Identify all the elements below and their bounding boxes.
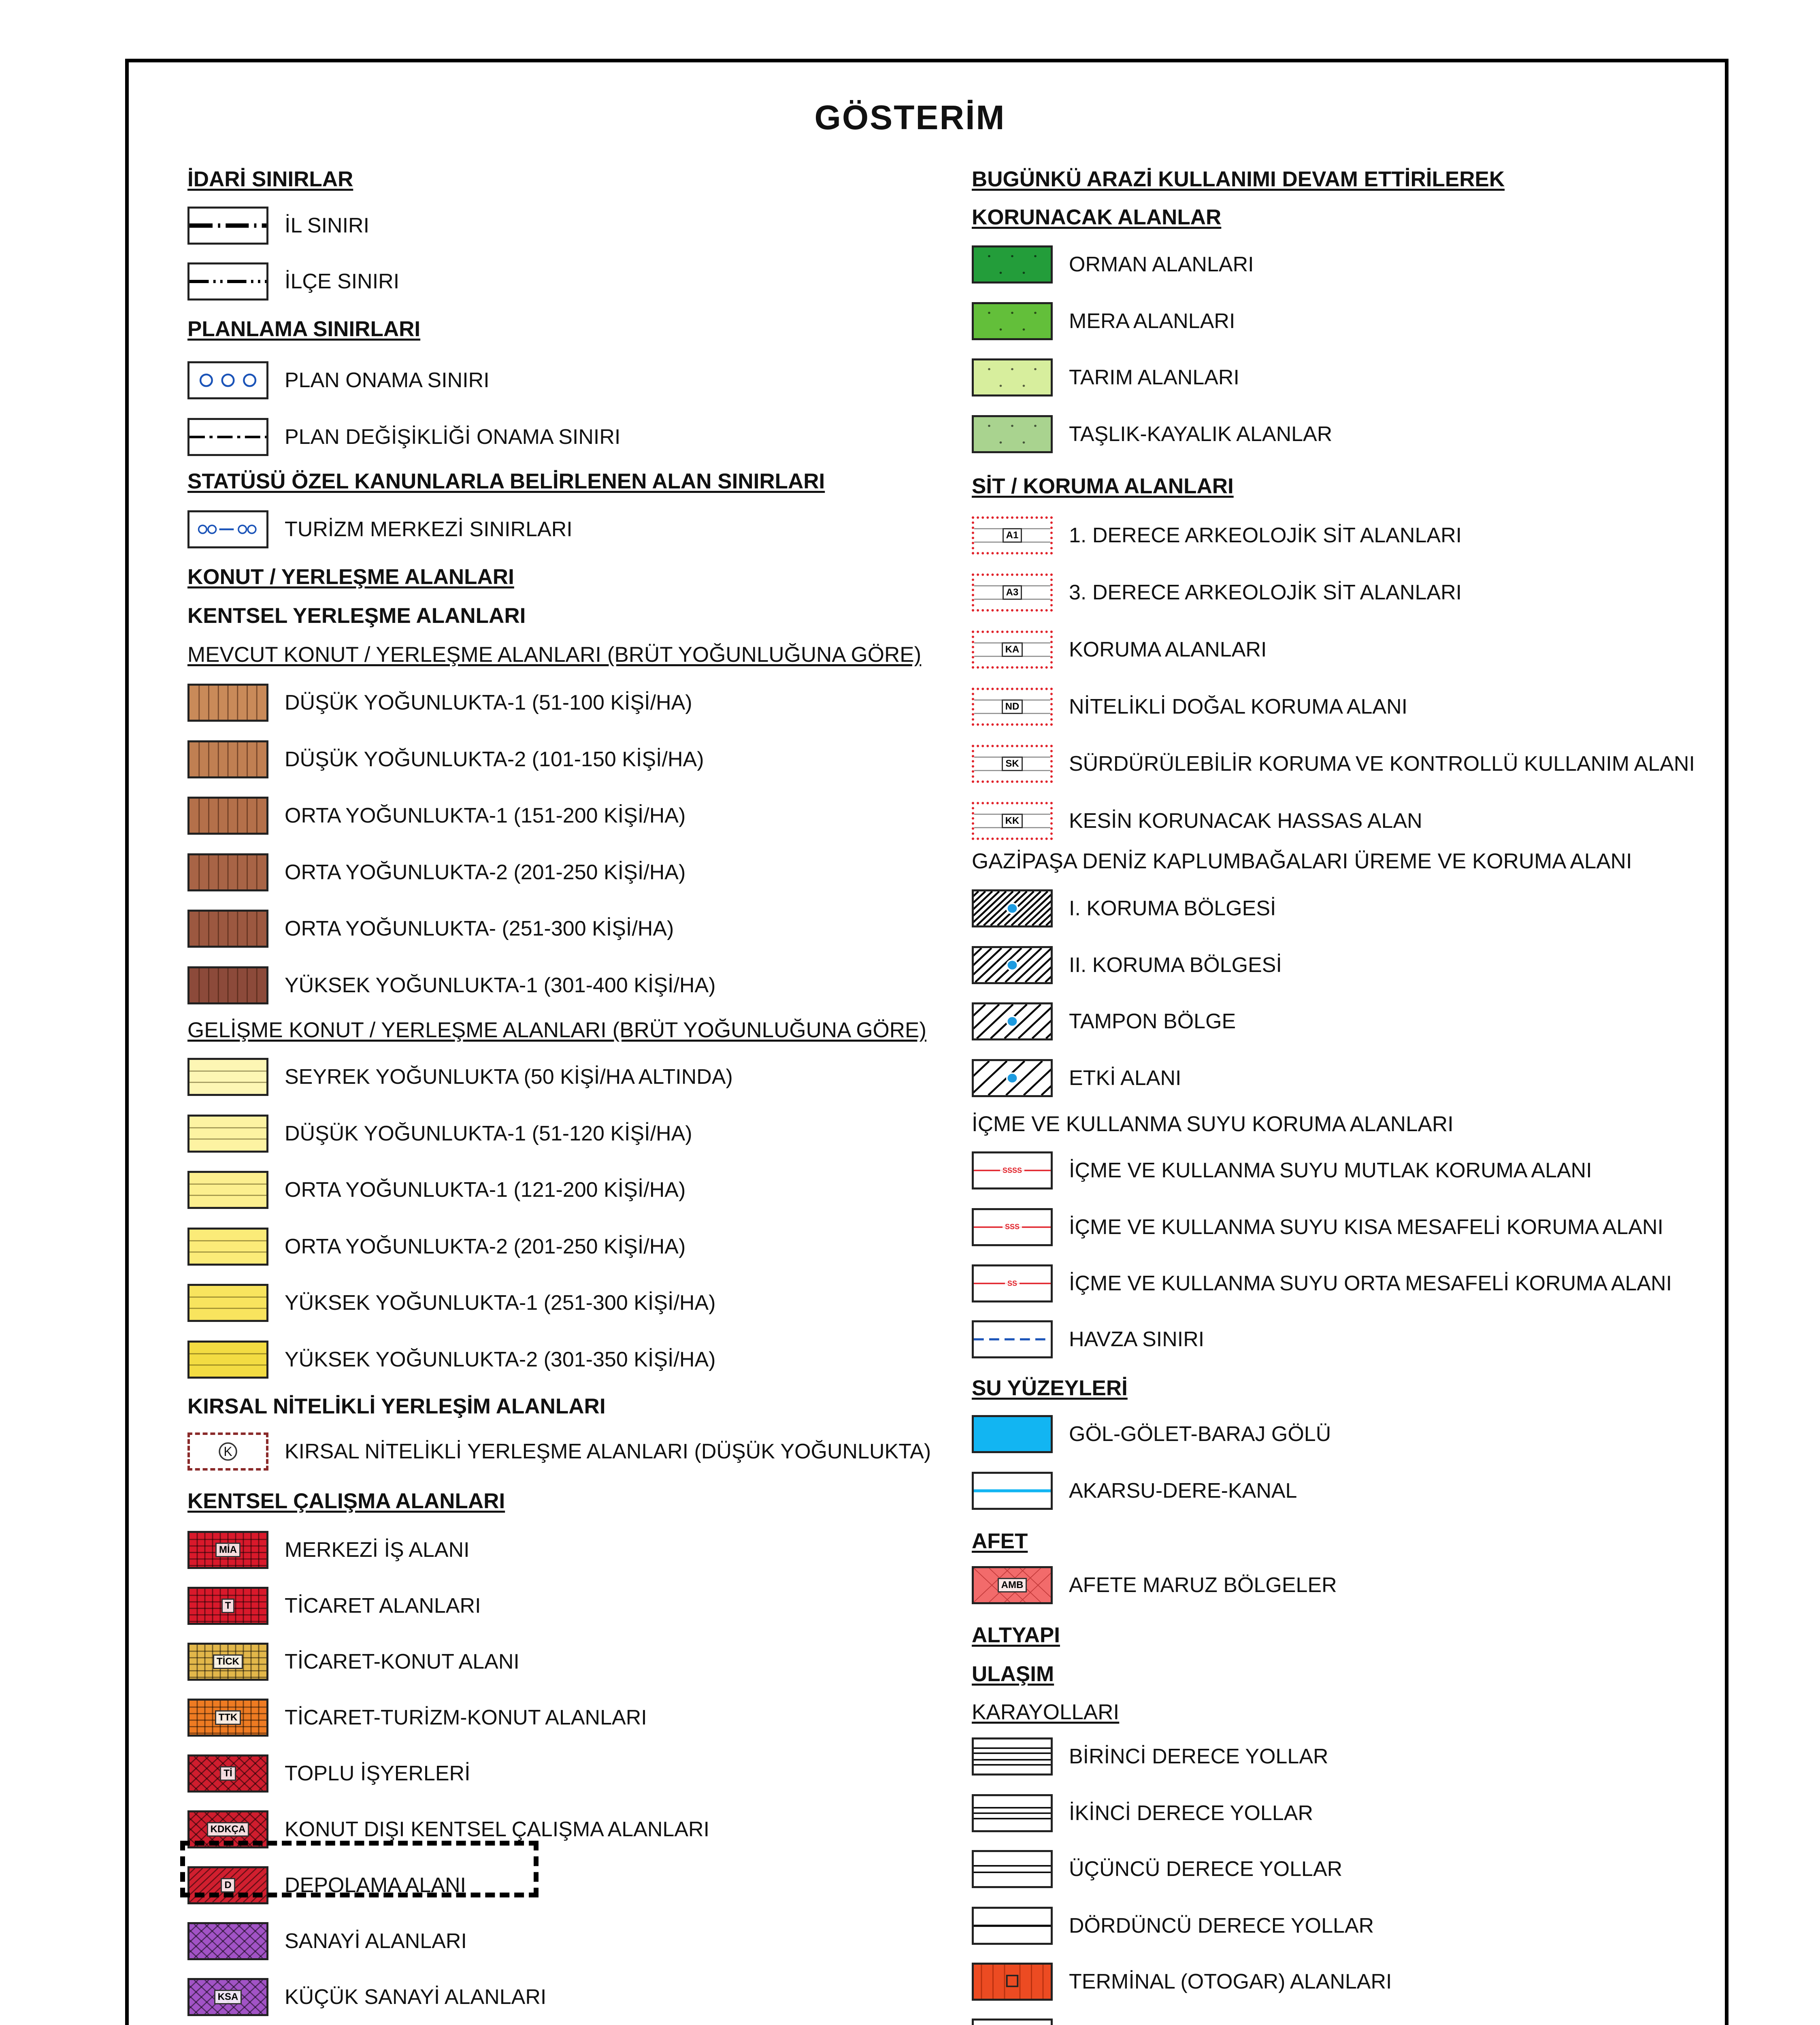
sit-alani-row [972, 631, 1267, 669]
calisma-alani-code: TİCK [213, 1654, 243, 1669]
sit-alani-code: KK [1002, 814, 1023, 828]
sit-alani-row [972, 688, 1407, 726]
gelisme-konut-label: ORTA YOĞUNLUKTA-2 (201-250 KİŞİ/HA) [285, 1234, 686, 1258]
calisma-alani-code: Tİ [220, 1766, 236, 1781]
heading-planlama: PLANLAMA SINIRLARI [187, 317, 421, 341]
sit-alani-label: NİTELİKLİ DOĞAL KORUMA ALANI [1069, 695, 1408, 718]
kirsal-swatch [187, 1432, 268, 1471]
icme-suyu-koruma-code: SSS [1003, 1222, 1022, 1232]
mevcut-konut-swatch [187, 797, 268, 835]
calisma-alani-row [187, 1699, 647, 1737]
afet-code: AMB [998, 1578, 1027, 1592]
legend-row-birinci [972, 1737, 1328, 1776]
sit-alani-label: 3. DERECE ARKEOLOJİK SİT ALANLARI [1069, 581, 1462, 604]
mevcut-konut-label: ORTA YOĞUNLUKTA-1 (151-200 KİŞİ/HA) [285, 804, 686, 827]
heading-kentsel: KENTSEL YERLEŞME ALANLARI [187, 604, 526, 628]
plan-onama-swatch [187, 361, 268, 399]
calisma-alani-row [187, 1754, 470, 1793]
legend-row-afet [972, 1566, 1337, 1604]
calisma-alani-label: SANAYİ ALANLARI [285, 1929, 467, 1953]
gelisme-konut-row [187, 1171, 685, 1209]
sit-alani-swatch [972, 745, 1053, 783]
icme-suyu-koruma-row [972, 1151, 1592, 1189]
calisma-alani-label: TİCARET ALANLARI [285, 1594, 481, 1618]
sit-alani-swatch [972, 688, 1053, 726]
sit-alani-code: A1 [1003, 528, 1022, 543]
calisma-alani-code: TTK [215, 1710, 241, 1725]
mevcut-konut-label: ORTA YOĞUNLUKTA- (251-300 KİŞİ/HA) [285, 917, 674, 940]
gelisme-konut-swatch [187, 1058, 268, 1096]
gelisme-konut-row [187, 1341, 715, 1379]
heading-altyapi: ALTYAPI [972, 1623, 1060, 1647]
legend-row-ikinci [972, 1794, 1313, 1832]
legend-label-terminal: TERMİNAL (OTOGAR) ALANLARI [1069, 1970, 1392, 1993]
mevcut-konut-swatch [187, 853, 268, 891]
calisma-alani-code: T [221, 1599, 235, 1613]
ikinci-road-swatch [972, 1794, 1053, 1832]
icme-suyu-koruma-label: İÇME VE KULLANMA SUYU KISA MESAFELİ KORUMA ALANI [1069, 1215, 1664, 1239]
mevcut-konut-row [187, 684, 692, 722]
kirsal-code: K [224, 1444, 232, 1459]
legend-label-turizm-merkezi: TURİZM MERKEZİ SINIRLARI [285, 518, 573, 541]
heading-gelisme: GELİŞME KONUT / YERLEŞME ALANLARI (BRÜT YOĞUNLUĞUNA GÖRE) [187, 1018, 927, 1042]
legend-label-gol: GÖL-GÖLET-BARAJ GÖLÜ [1069, 1422, 1331, 1446]
kavsak-swatch [972, 2019, 1053, 2025]
legend-label-il: İL SINIRI [285, 214, 370, 237]
legend-row-plan-degisikligi [187, 418, 620, 456]
korunacak-alan-label: TARIM ALANLARI [1069, 366, 1239, 389]
afet-swatch [972, 1566, 1053, 1604]
calisma-alani-code: KSA [214, 1990, 242, 2004]
kaplumbaga-bolgesi-row [972, 1002, 1236, 1040]
legend-row-terminal [972, 1963, 1392, 2001]
legend-label-kirsal: KIRSAL NİTELİKLİ YERLEŞME ALANLARI (DÜŞÜK YOĞUNLUKTA) [285, 1440, 931, 1463]
calisma-alani-code: D [221, 1878, 235, 1893]
mevcut-konut-swatch [187, 966, 268, 1004]
mevcut-konut-row [187, 797, 685, 835]
korunacak-alan-row [972, 245, 1254, 284]
heading-sit: SİT / KORUMA ALANLARI [972, 474, 1234, 498]
gelisme-konut-label: DÜŞÜK YOĞUNLUKTA-1 (51-120 KİŞİ/HA) [285, 1121, 692, 1145]
icme-suyu-koruma-row [972, 1264, 1672, 1302]
sit-alani-label: SÜRDÜRÜLEBİLİR KORUMA VE KONTROLLÜ KULLANIM ALANI [1069, 752, 1695, 776]
calisma-alani-label: KÜÇÜK SANAYİ ALANLARI [285, 1985, 547, 2009]
calisma-alani-swatch [187, 1531, 268, 1569]
calisma-alani-row [187, 1643, 519, 1681]
legend-label-dorduncu: DÖRDÜNCÜ DERECE YOLLAR [1069, 1914, 1374, 1938]
korunacak-alan-label: TAŞLIK-KAYALIK ALANLAR [1069, 422, 1333, 446]
kaplumbaga-bolgesi-row [972, 1059, 1181, 1097]
gelisme-konut-label: ORTA YOĞUNLUKTA-1 (121-200 KİŞİ/HA) [285, 1178, 686, 1202]
kaplumbaga-bolgesi-swatch [972, 946, 1053, 984]
icme-suyu-koruma-code: SSSS [1000, 1166, 1024, 1175]
kaplumbaga-bolgesi-swatch [972, 1059, 1053, 1097]
korunacak-alan-row [972, 302, 1235, 340]
calisma-alani-swatch [187, 1922, 268, 1960]
legend-row-il [187, 207, 369, 245]
legend-row-gol [972, 1415, 1331, 1453]
calisma-alani-label: TOPLU İŞYERLERİ [285, 1762, 470, 1785]
legend-row-turizm-merkezi [187, 510, 573, 548]
gelisme-konut-label: YÜKSEK YOĞUNLUKTA-2 (301-350 KİŞİ/HA) [285, 1347, 716, 1371]
heading-idari: İDARİ SINIRLAR [187, 167, 353, 191]
sit-alani-swatch [972, 631, 1053, 669]
korunacak-alan-label: MERA ALANLARI [1069, 309, 1235, 333]
turizm-merkezi-swatch [187, 510, 268, 548]
calisma-alani-swatch [187, 1699, 268, 1737]
icme-suyu-koruma-code: SS [1005, 1279, 1020, 1288]
calisma-alani-swatch [187, 1587, 268, 1625]
ilce-boundary-swatch [187, 262, 268, 301]
icme-suyu-koruma-swatch [972, 1151, 1053, 1189]
heading-icme: İÇME VE KULLANMA SUYU KORUMA ALANLARI [972, 1112, 1454, 1136]
gelisme-konut-row [187, 1115, 692, 1153]
gelisme-konut-swatch [187, 1341, 268, 1379]
mevcut-konut-label: DÜŞÜK YOĞUNLUKTA-2 (101-150 KİŞİ/HA) [285, 747, 704, 771]
mevcut-konut-swatch [187, 740, 268, 778]
legend-row-ucuncu [972, 1850, 1342, 1888]
kaplumbaga-bolgesi-row [972, 889, 1276, 927]
mevcut-konut-label: ORTA YOĞUNLUKTA-2 (201-250 KİŞİ/HA) [285, 860, 686, 884]
calisma-alani-label: TİCARET-KONUT ALANI [285, 1650, 519, 1673]
plan-degisikligi-swatch [187, 418, 268, 456]
kaplumbaga-bolgesi-swatch [972, 1002, 1053, 1040]
korunacak-alan-swatch [972, 358, 1053, 396]
il-boundary-swatch [187, 207, 268, 245]
akarsu-swatch [972, 1472, 1053, 1510]
sit-alani-row [972, 745, 1695, 783]
legend-row-havza [972, 1320, 1204, 1358]
heading-karayollari: KARAYOLLARI [972, 1700, 1120, 1724]
calisma-alani-row [187, 1531, 470, 1569]
sit-alani-swatch [972, 802, 1053, 840]
gol-swatch [972, 1415, 1053, 1453]
sit-alani-label: KESİN KORUNACAK HASSAS ALAN [1069, 809, 1422, 833]
legend-row-kirsal [187, 1432, 931, 1471]
sit-alani-row [972, 516, 1462, 554]
korunacak-alan-row [972, 415, 1332, 453]
mevcut-konut-row [187, 853, 685, 891]
legend-row-dorduncu [972, 1907, 1374, 1945]
sit-alani-code: ND [1002, 699, 1023, 714]
dorduncu-road-swatch [972, 1907, 1053, 1945]
heading-afet: AFET [972, 1529, 1028, 1553]
heading-korunacak: KORUNACAK ALANLAR [972, 205, 1222, 229]
legend-row-ilce [187, 262, 399, 301]
right-column [972, 0, 1717, 2025]
icme-suyu-koruma-label: İÇME VE KULLANMA SUYU MUTLAK KORUMA ALANI [1069, 1159, 1592, 1182]
legend-label-havza: HAVZA SINIRI [1069, 1328, 1205, 1351]
legend-row-plan-onama [187, 361, 490, 399]
kaplumbaga-bolgesi-label: I. KORUMA BÖLGESİ [1069, 897, 1276, 920]
heading-su: SU YÜZEYLERİ [972, 1376, 1128, 1400]
calisma-alani-swatch [187, 1978, 268, 2016]
calisma-alani-label: TİCARET-TURİZM-KONUT ALANLARI [285, 1706, 647, 1729]
sit-alani-swatch [972, 573, 1053, 612]
korunacak-alan-row [972, 358, 1239, 396]
heading-kirsal: KIRSAL NİTELİKLİ YERLEŞİM ALANLARI [187, 1394, 606, 1418]
heading-konut: KONUT / YERLEŞME ALANLARI [187, 565, 514, 589]
gelisme-konut-swatch [187, 1171, 268, 1209]
left-column [187, 0, 957, 2025]
legend-title: GÖSTERİM [814, 98, 1006, 136]
gelisme-konut-swatch [187, 1284, 268, 1322]
korunacak-alan-swatch [972, 415, 1053, 453]
terminal-swatch [972, 1963, 1053, 2001]
heading-kaplumbaga: GAZİPAŞA DENİZ KAPLUMBAĞALARI ÜREME VE KORUMA ALANI [972, 849, 1632, 873]
heading-statu: STATÜSÜ ÖZEL KANUNLARLA BELİRLENEN ALAN SINIRLARI [187, 469, 825, 493]
legend-label-afet: AFETE MARUZ BÖLGELER [1069, 1573, 1337, 1597]
korunacak-alan-swatch [972, 302, 1053, 340]
calisma-alani-row [187, 1587, 481, 1625]
gelisme-konut-row [187, 1284, 715, 1322]
mevcut-konut-row [187, 966, 715, 1004]
legend-label-birinci: BİRİNCİ DERECE YOLLAR [1069, 1745, 1328, 1768]
calisma-alani-label: KONUT DIŞI KENTSEL ÇALIŞMA ALANLARI [285, 1818, 710, 1841]
kaplumbaga-bolgesi-label: TAMPON BÖLGE [1069, 1010, 1236, 1033]
legend-label-ucuncu: ÜÇÜNCÜ DERECE YOLLAR [1069, 1857, 1343, 1881]
mevcut-konut-swatch [187, 684, 268, 722]
mevcut-konut-label: YÜKSEK YOĞUNLUKTA-1 (301-400 KİŞİ/HA) [285, 973, 716, 997]
sit-alani-row [972, 573, 1462, 612]
calisma-alani-code: KDKÇA [207, 1822, 249, 1837]
legend-label-plan-onama: PLAN ONAMA SINIRI [285, 369, 490, 392]
havza-swatch [972, 1320, 1053, 1358]
mevcut-konut-row [187, 740, 704, 778]
gelisme-konut-label: SEYREK YOĞUNLUKTA (50 KİŞİ/HA ALTINDA) [285, 1065, 733, 1089]
gelisme-konut-row [187, 1058, 733, 1096]
gelisme-konut-swatch [187, 1228, 268, 1266]
gelisme-konut-label: YÜKSEK YOĞUNLUKTA-1 (251-300 KİŞİ/HA) [285, 1291, 716, 1315]
icme-suyu-koruma-swatch [972, 1208, 1053, 1246]
calisma-alani-label: DEPOLAMA ALANI [285, 1874, 466, 1897]
legend-label-akarsu: AKARSU-DERE-KANAL [1069, 1479, 1297, 1503]
legend-label-ilce: İLÇE SINIRI [285, 270, 400, 293]
calisma-alani-row [187, 1978, 546, 2016]
gelisme-konut-swatch [187, 1115, 268, 1153]
legend-row-akarsu [972, 1472, 1297, 1510]
kaplumbaga-bolgesi-label: ETKİ ALANI [1069, 1066, 1181, 1090]
icme-suyu-koruma-label: İÇME VE KULLANMA SUYU ORTA MESAFELİ KORUMA ALANI [1069, 1272, 1672, 1295]
mevcut-konut-row [187, 910, 674, 948]
kaplumbaga-bolgesi-swatch [972, 889, 1053, 927]
heading-calisma: KENTSEL ÇALIŞMA ALANLARI [187, 1489, 505, 1513]
mevcut-konut-swatch [187, 910, 268, 948]
calisma-alani-code: MİA [215, 1543, 241, 1557]
legend-label-ikinci: İKİNCİ DERECE YOLLAR [1069, 1801, 1313, 1825]
mevcut-konut-label: DÜŞÜK YOĞUNLUKTA-1 (51-100 KİŞİ/HA) [285, 691, 692, 714]
legend-row-kavsak [972, 2019, 1192, 2025]
calisma-alani-row [187, 1922, 467, 1960]
icme-suyu-koruma-row [972, 1208, 1663, 1246]
kaplumbaga-bolgesi-label: II. KORUMA BÖLGESİ [1069, 953, 1282, 977]
korunacak-alan-swatch [972, 245, 1053, 284]
sit-alani-label: KORUMA ALANLARI [1069, 638, 1267, 661]
kaplumbaga-bolgesi-row [972, 946, 1282, 984]
heading-ulasim: ULAŞIM [972, 1662, 1054, 1686]
sit-alani-label: 1. DERECE ARKEOLOJİK SİT ALANLARI [1069, 524, 1462, 547]
calisma-alani-label: MERKEZİ İŞ ALANI [285, 1538, 470, 1562]
sit-alani-row [972, 802, 1422, 840]
korunacak-alan-label: ORMAN ALANLARI [1069, 253, 1254, 276]
gelisme-konut-row [187, 1228, 685, 1266]
sit-alani-code: A3 [1003, 585, 1022, 600]
icme-suyu-koruma-swatch [972, 1264, 1053, 1302]
birinci-road-swatch [972, 1737, 1053, 1776]
calisma-alani-swatch [187, 1643, 268, 1681]
sit-alani-code: SK [1002, 757, 1022, 771]
legend-label-plan-degisikligi: PLAN DEĞİŞİKLİĞİ ONAMA SINIRI [285, 425, 621, 449]
ucuncu-road-swatch [972, 1850, 1053, 1888]
sit-alani-code: KA [1002, 642, 1023, 657]
heading-bugunku: BUGÜNKÜ ARAZİ KULLANIMI DEVAM ETTİRİLEREK [972, 167, 1505, 191]
calisma-alani-swatch [187, 1754, 268, 1793]
sit-alani-swatch [972, 516, 1053, 554]
heading-mevcut: MEVCUT KONUT / YERLEŞME ALANLARI (BRÜT YOĞUNLUĞUNA GÖRE) [187, 643, 922, 667]
